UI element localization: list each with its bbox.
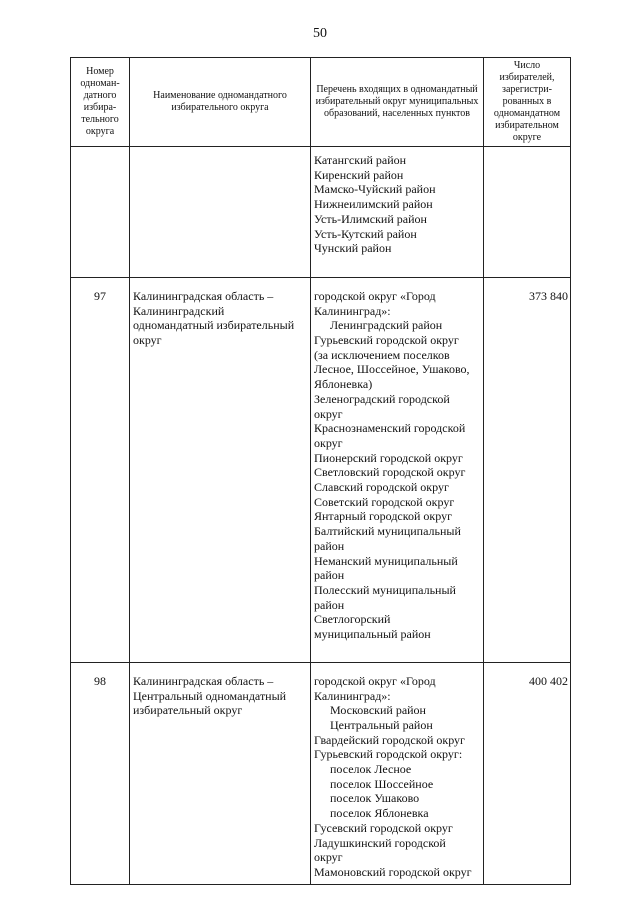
header-municipalities-list: Перечень входящих в одномандатный избирательный округ муниципальных образований, населенных пунктов: [311, 58, 484, 147]
header-district-number: Номер одноман-датного избира-тельного округа: [71, 58, 130, 147]
table-row-continuation: [71, 147, 571, 261]
list-item: район: [314, 568, 345, 583]
district-name: Калининградская область – Центральный одномандатный избирательный округ: [130, 662, 311, 884]
list-item: Усть-Илимский район: [314, 211, 427, 226]
list-item: округ: [314, 850, 343, 865]
list-item: Катангский район: [314, 153, 407, 167]
list-item: Балтийский муниципальный: [314, 524, 461, 539]
list-item: Киренский район: [314, 167, 404, 182]
list-item: Зеленоградский городской: [314, 391, 450, 406]
list-item: Усть-Кутский район: [314, 226, 417, 241]
cell-voters: [484, 147, 571, 261]
row-separator: [71, 261, 571, 278]
cell-number: [71, 147, 130, 261]
list-item: поселок Лесное: [330, 762, 412, 777]
header-voter-count: Число избирателей, зарегистри-рованных в одномандатном избирательном округе: [484, 58, 571, 147]
list-item: Полесский муниципальный: [314, 582, 456, 597]
list-item: Нижнеилимский район: [314, 197, 433, 212]
list-item: поселок Ушаково: [330, 791, 420, 806]
list-item: Краснознаменский городской: [314, 421, 466, 436]
page-number: 50: [313, 26, 327, 41]
list-item: Мамско-Чуйский район: [314, 182, 436, 197]
district-voter-count: 400 402: [484, 662, 571, 884]
list-item: Центральный район: [330, 717, 433, 732]
district-municipalities: [311, 277, 484, 645]
district-number: 97: [71, 277, 130, 645]
list-item: Мамоновский городской округ: [314, 864, 472, 879]
list-item: Светлогорский: [314, 612, 391, 627]
list-item: Яблоневка): [314, 377, 373, 392]
table-row-district-97: [71, 277, 571, 645]
district-voter-count: 373 840: [484, 277, 571, 645]
list-item: округ: [314, 435, 343, 450]
header-district-name: Наименование одномандатного избирательного округа: [130, 58, 311, 147]
table-row-district-98: [71, 662, 571, 884]
list-item: Ленинградский район: [330, 318, 443, 333]
district-number: 98: [71, 662, 130, 884]
list-item: поселок Яблоневка: [330, 806, 429, 821]
cell-list: [311, 147, 484, 261]
list-item: городской округ «Город: [314, 288, 436, 303]
table-header-row: [71, 58, 571, 147]
list-item: Светловский городской округ: [314, 465, 466, 480]
list-item: городской округ «Город: [314, 673, 436, 688]
list-item: Советский городской округ: [314, 494, 455, 509]
list-item: Ладушкинский городской: [314, 835, 446, 850]
list-item: муниципальный район: [314, 627, 431, 642]
list-item: Гвардейский городской округ: [314, 732, 465, 747]
list-item: Гурьевский городской округ: [314, 333, 459, 348]
list-item: Неманский муниципальный: [314, 553, 458, 568]
list-item: (за исключением поселков: [314, 347, 450, 362]
cell-name: [130, 147, 311, 261]
list-item: Гусевский городской округ: [314, 820, 453, 835]
list-item: Чунский район: [314, 241, 392, 256]
list-item: Пионерский городской округ: [314, 450, 463, 465]
electoral-districts-table: [70, 57, 571, 885]
list-item: Янтарный городской округ: [314, 509, 452, 524]
list-item: Московский район: [330, 703, 426, 718]
list-item: Калининград»:: [314, 303, 391, 318]
list-item: Лесное, Шоссейное, Ушаково,: [314, 362, 470, 377]
list-item: район: [314, 597, 345, 612]
list-item: Гурьевский городской округ:: [314, 747, 463, 762]
list-item: округ: [314, 406, 343, 421]
list-item: Калининград»:: [314, 688, 391, 703]
list-item: поселок Шоссейное: [330, 776, 434, 791]
district-name: Калининградская область – Калининградский одномандатный избирательный округ: [130, 277, 311, 645]
list-item: район: [314, 538, 345, 553]
list-item: Славский городской округ: [314, 480, 449, 495]
district-municipalities: [311, 662, 484, 884]
row-separator: [71, 646, 571, 663]
